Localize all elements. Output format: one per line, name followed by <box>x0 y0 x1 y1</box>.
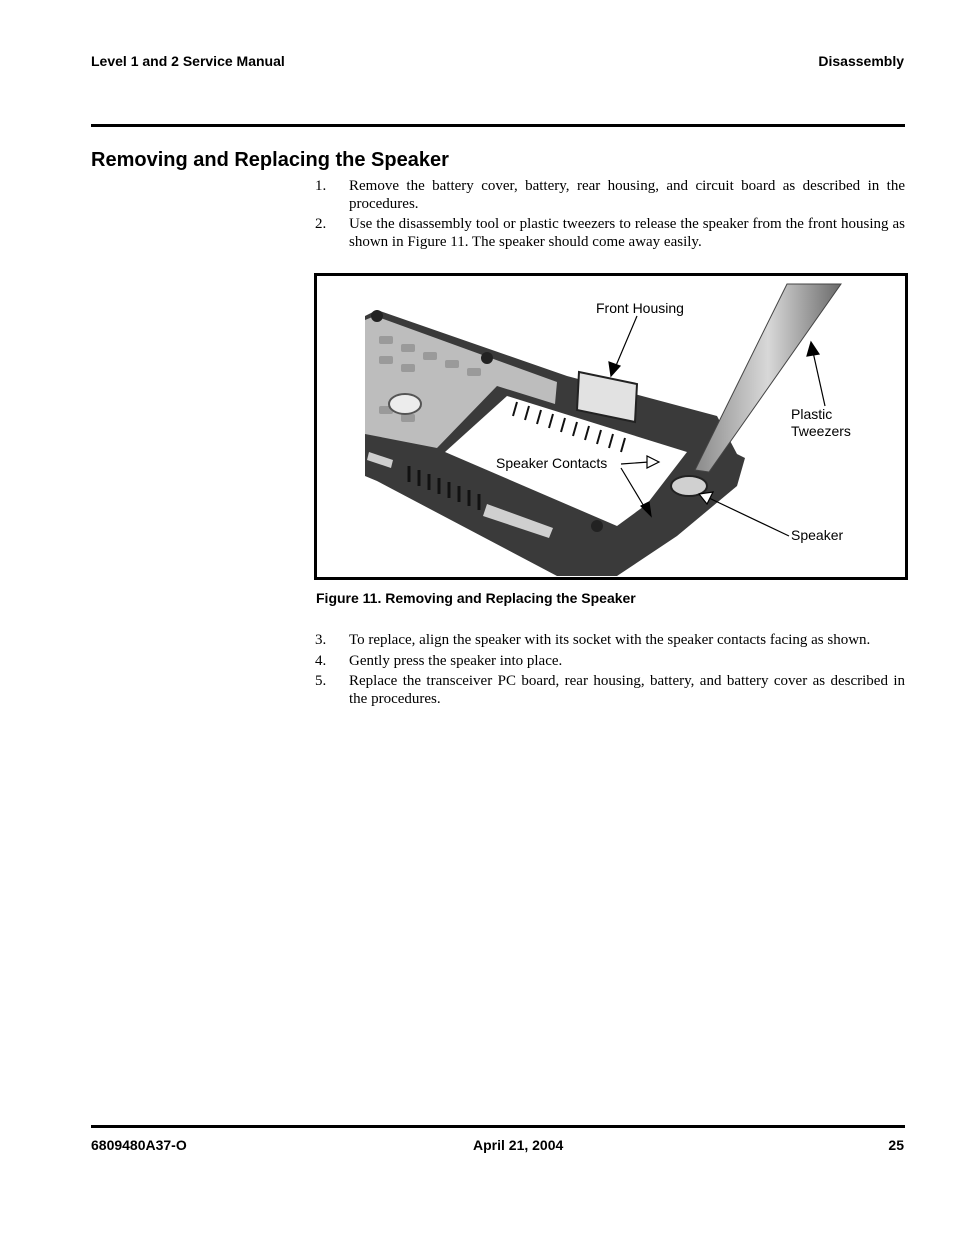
step-item <box>315 673 905 708</box>
step-text: Use the disassembly tool or plastic tweezers to release the speaker from the front housing as shown in Figure 11. The speaker should come away easily. <box>349 216 905 250</box>
header-manual-title: Level 1 and 2 Service Manual <box>91 53 285 69</box>
footer-date: April 21, 2004 <box>473 1137 564 1153</box>
step-item <box>315 178 905 213</box>
step-item <box>315 216 905 251</box>
figure-caption: Figure 11. Removing and Replacing the Speaker <box>316 590 636 606</box>
header-rule <box>91 124 905 127</box>
step-item <box>315 632 905 650</box>
header-section-name: Disassembly <box>818 53 904 69</box>
step-number: 2. <box>315 216 327 232</box>
step-item <box>315 653 905 671</box>
label-speaker: Speaker <box>791 527 844 543</box>
steps-list-after <box>315 632 905 711</box>
label-front-housing: Front Housing <box>596 300 684 316</box>
footer-doc-number: 6809480A37-O <box>91 1137 187 1153</box>
label-tweezers: Tweezers <box>791 423 851 439</box>
label-speaker-contacts: Speaker Contacts <box>496 455 608 471</box>
step-number: 4. <box>315 652 327 669</box>
step-number: 3. <box>315 632 327 648</box>
step-text: Remove the battery cover, battery, rear housing, and circuit board as described in the procedures. <box>349 178 905 212</box>
figure-11 <box>314 273 908 580</box>
step-text: Gently press the speaker into place. <box>349 652 563 669</box>
step-number: 5. <box>315 673 327 689</box>
section-title: Removing and Replacing the Speaker <box>91 149 449 171</box>
step-text: Replace the transceiver PC board, rear housing, battery, and battery cover as described in the procedures. <box>349 673 905 707</box>
footer-rule <box>91 1125 905 1128</box>
steps-list-before <box>315 178 905 254</box>
step-number: 1. <box>315 178 327 194</box>
step-text: To replace, align the speaker with its socket with the speaker contacts facing as shown. <box>349 632 871 648</box>
footer-page-number: 25 <box>888 1137 904 1153</box>
label-plastic: Plastic <box>791 406 833 422</box>
